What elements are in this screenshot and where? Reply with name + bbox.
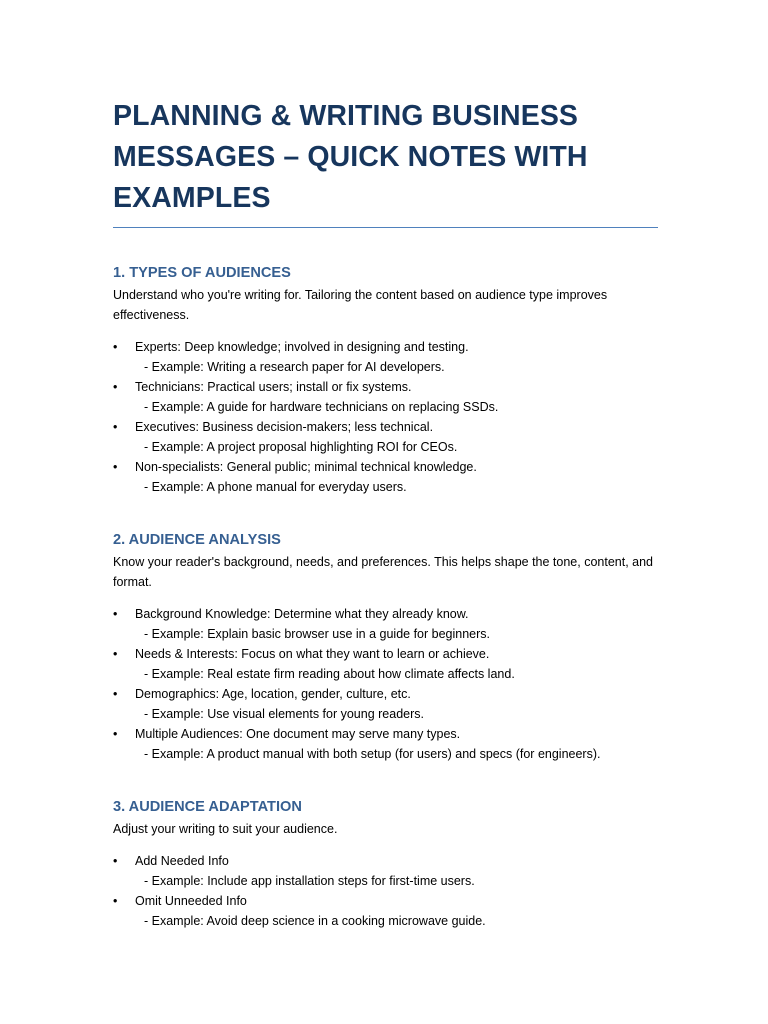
- item-text: Multiple Audiences: One document may serve many types.: [135, 727, 461, 741]
- section-intro: Understand who you're writing for. Tailoring the content based on audience type improves effectiveness.: [113, 288, 608, 322]
- bullet-icon: •: [113, 647, 118, 661]
- section-audience-analysis: [113, 530, 658, 764]
- list-item: [113, 417, 658, 457]
- bullet-icon: •: [113, 607, 118, 621]
- item-text: Omit Unneeded Info: [135, 894, 247, 908]
- list-item: [113, 604, 658, 644]
- section-heading: 3. AUDIENCE ADAPTATION: [113, 799, 302, 815]
- document-page: [113, 96, 658, 931]
- item-text: Experts: Deep knowledge; involved in designing and testing.: [135, 340, 469, 354]
- list-item: [113, 337, 658, 377]
- item-example: - Example: A phone manual for everyday users.: [144, 480, 407, 494]
- item-example: - Example: Use visual elements for young readers.: [144, 707, 424, 721]
- list-item: [113, 891, 658, 931]
- item-text: Non-specialists: General public; minimal technical knowledge.: [135, 460, 477, 474]
- bullet-icon: •: [113, 687, 118, 701]
- item-example: - Example: A product manual with both setup (for users) and specs (for engineers).: [144, 747, 601, 761]
- item-example: - Example: Real estate firm reading about how climate affects land.: [144, 667, 515, 681]
- item-text: Executives: Business decision-makers; less technical.: [135, 420, 434, 434]
- list-item: [113, 724, 658, 764]
- bullet-list: [113, 604, 658, 764]
- bullet-icon: •: [113, 380, 118, 394]
- item-example: - Example: A project proposal highlighting ROI for CEOs.: [144, 440, 458, 454]
- section-types-of-audiences: [113, 263, 658, 497]
- section-audience-adaptation: [113, 797, 658, 931]
- item-text: Background Knowledge: Determine what they already know.: [135, 607, 469, 621]
- list-item: [113, 644, 658, 684]
- bullet-icon: •: [113, 854, 118, 868]
- list-item: [113, 377, 658, 417]
- list-item: [113, 851, 658, 891]
- list-item: [113, 457, 658, 497]
- bullet-icon: •: [113, 727, 118, 741]
- bullet-list: [113, 851, 658, 931]
- section-heading: 1. TYPES OF AUDIENCES: [113, 265, 291, 281]
- list-item: [113, 684, 658, 724]
- item-example: - Example: Avoid deep science in a cooking microwave guide.: [144, 914, 486, 928]
- item-text: Demographics: Age, location, gender, culture, etc.: [135, 687, 411, 701]
- bullet-icon: •: [113, 340, 118, 354]
- bullet-list: [113, 337, 658, 497]
- bullet-icon: •: [113, 460, 118, 474]
- section-intro: Know your reader's background, needs, and preferences. This helps shape the tone, content, and format.: [113, 555, 654, 589]
- section-heading: 2. AUDIENCE ANALYSIS: [113, 532, 281, 548]
- section-intro: Adjust your writing to suit your audience.: [113, 822, 338, 836]
- item-example: - Example: Include app installation steps for first-time users.: [144, 874, 475, 888]
- item-example: - Example: A guide for hardware technicians on replacing SSDs.: [144, 400, 499, 414]
- item-example: - Example: Explain basic browser use in a guide for beginners.: [144, 627, 491, 641]
- bullet-icon: •: [113, 894, 118, 908]
- item-example: - Example: Writing a research paper for AI developers.: [144, 360, 445, 374]
- document-title: PLANNING & WRITING BUSINESS MESSAGES – QUICK NOTES WITH EXAMPLES: [113, 96, 658, 228]
- item-text: Add Needed Info: [135, 854, 229, 868]
- bullet-icon: •: [113, 420, 118, 434]
- item-text: Needs & Interests: Focus on what they want to learn or achieve.: [135, 647, 490, 661]
- item-text: Technicians: Practical users; install or fix systems.: [135, 380, 412, 394]
